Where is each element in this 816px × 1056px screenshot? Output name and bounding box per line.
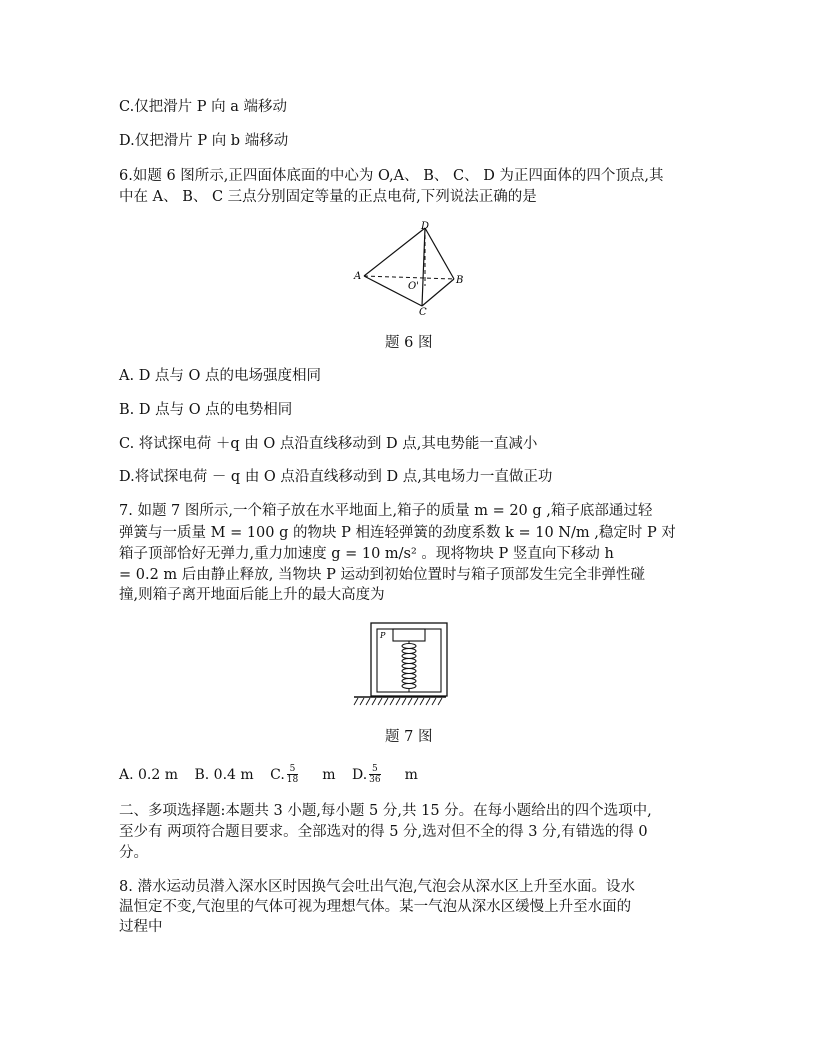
section-2-line-1: 二、多项选择题:本题共 3 小题,每小题 5 分,共 15 分。在每小题给出的四个选项中,	[119, 803, 652, 819]
option-b-q7: B. 0.4 m	[194, 766, 254, 783]
figure-7-caption: 题 7 图	[385, 729, 433, 745]
question-6-line-1: 6.如题 6 图所示,正四面体底面的中心为 O,A、 B、 C、 D 为正四面体的四个顶点,其	[119, 168, 664, 184]
question-7-line-4: = 0.2 m 后由静止释放, 当物块 P 运动到初始位置时与箱子顶部发生完全非弹性碰	[119, 567, 645, 583]
option-c-q5: C.仅把滑片 P 向 a 端移动	[119, 99, 288, 115]
figure-6-caption: 题 6 图	[385, 335, 433, 351]
question-6-line-2: 中在 A、 B、 C 三点分别固定等量的正点电荷,下列说法正确的是	[119, 189, 537, 205]
question-7-options	[119, 764, 430, 785]
option-c-q6: C. 将试探电荷 ＋q 由 O 点沿直线移动到 D 点,其电势能一直减小	[119, 436, 538, 452]
label-p: P	[380, 631, 386, 640]
ground-hatching	[354, 698, 442, 705]
question-8-line-2: 温恒定不变,气泡里的气体可视为理想气体。某一气泡从深水区缓慢上升至水面的	[119, 899, 632, 915]
option-b-q6: B. D 点与 O 点的电势相同	[119, 402, 293, 418]
label-o: O'	[408, 281, 419, 292]
label-d: D	[421, 221, 430, 232]
section-2-line-2: 至少有 两项符合题目要求。全部选对的得 5 分,选对但不全的得 3 分,有错选的得 0	[119, 824, 648, 840]
option-d-q6: D.将试探电荷 － q 由 O 点沿直线移动到 D 点,其电场力一直做正功	[119, 469, 553, 485]
question-8-line-3: 过程中	[119, 919, 163, 935]
spring-box-figure	[350, 622, 450, 710]
label-b: B	[456, 275, 464, 286]
option-a-q7: A. 0.2 m	[119, 766, 179, 783]
option-d-q5: D.仅把滑片 P 向 b 端移动	[119, 133, 289, 149]
option-a-q6: A. D 点与 O 点的电场强度相同	[119, 368, 322, 384]
option-c-q7: C. $\frac{5}{18}$ m	[270, 764, 336, 785]
spring-coils	[402, 641, 416, 692]
option-d-q7: D. $\frac{5}{36}$ m	[351, 764, 418, 785]
fraction-c: $\frac{5}{18}$	[286, 764, 299, 785]
tetrahedron-figure	[350, 218, 470, 318]
section-2-line-3: 分。	[119, 845, 148, 861]
question-7-line-1: 7. 如题 7 图所示,一个箱子放在水平地面上,箱子的质量 m = 20 g ,箱子底部通过轻	[119, 503, 653, 519]
question-7-line-3: 箱子顶部恰好无弹力,重力加速度 g = 10 m/s² 。现将物块 P 竖直向下移动 h	[119, 546, 614, 562]
label-c: C	[419, 307, 427, 318]
question-8-line-1: 8. 潜水运动员潜入深水区时因换气会吐出气泡,气泡会从深水区上升至水面。设水	[119, 879, 636, 895]
label-a: A	[354, 271, 362, 282]
question-7-line-5: 撞,则箱子离开地面后能上升的最大高度为	[119, 587, 385, 603]
fraction-d: $\frac{5}{36}$	[369, 764, 381, 785]
question-7-line-2: 弹簧与一质量 M = 100 g 的物块 P 相连轻弹簧的劲度系数 k = 10 N/m ,稳定时 P 对	[119, 525, 676, 541]
